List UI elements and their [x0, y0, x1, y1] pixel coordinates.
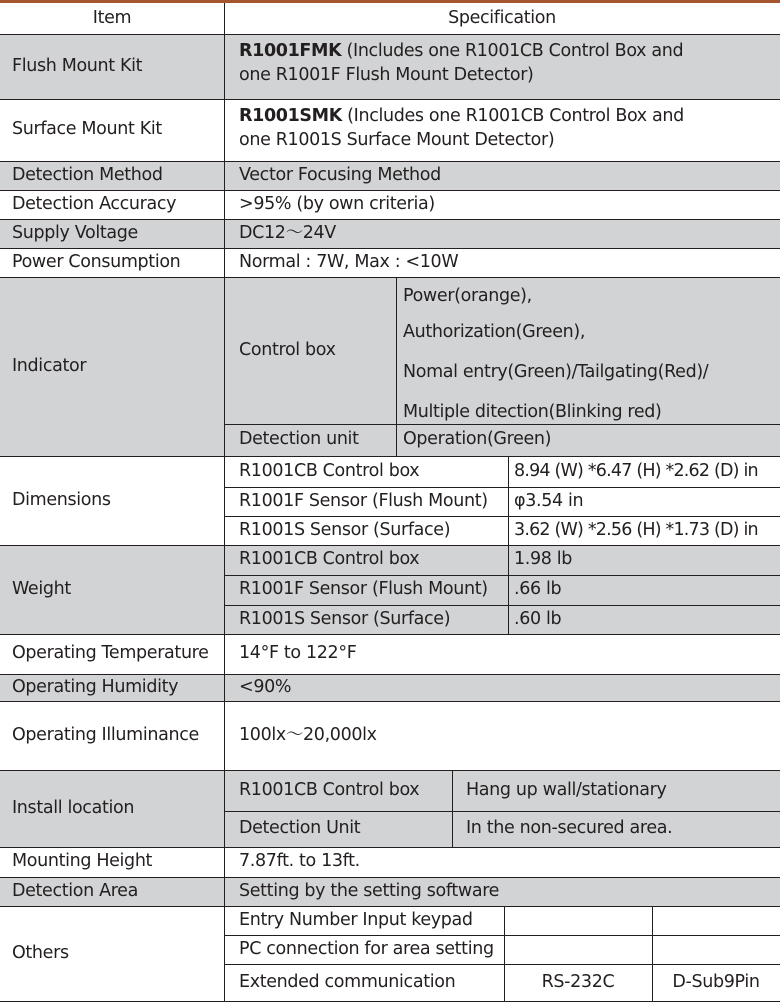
- dimensions-part-2: R1001S Sensor (Surface): [224, 516, 508, 545]
- rule: [0, 701, 780, 702]
- indicator-control-box-value: [396, 277, 780, 424]
- others-part-2: Extended communication: [224, 964, 504, 1002]
- rule: [0, 634, 780, 635]
- weight-part-0: R1001CB Control box: [224, 545, 508, 575]
- weight-value-2: .60 lb: [508, 605, 780, 634]
- indicator-control-box-label: Control box: [224, 277, 396, 424]
- operating-humidity-value: <90%: [224, 674, 780, 701]
- indicator-line-authorization: Authorization(Green),: [403, 322, 586, 342]
- flush-mount-kit-desc-1: (Includes one R1001CB Control Box and: [341, 41, 684, 61]
- install-location-part-1: Detection Unit: [224, 811, 452, 847]
- rule: [0, 770, 780, 771]
- rule: [0, 877, 780, 878]
- detection-method-value: Vector Focusing Method: [224, 161, 780, 190]
- detection-method-label: Detection Method: [0, 161, 224, 190]
- dimensions-value-0: 8.94 (W) *6.47 (H) *2.62 (D) in: [508, 456, 780, 487]
- rule: [224, 3, 225, 1002]
- surface-mount-kit-desc-1: (Includes one R1001CB Control Box and: [341, 106, 684, 126]
- install-location-value-1: In the non-secured area.: [452, 811, 780, 847]
- weight-value-1: .66 lb: [508, 575, 780, 605]
- install-location-part-0: R1001CB Control box: [224, 770, 452, 811]
- indicator-line-power: Power(orange),: [403, 286, 532, 306]
- others-col3-1: [652, 935, 780, 964]
- operating-illuminance-value: 100lx～20,000lx: [224, 701, 780, 770]
- rule: [452, 770, 453, 847]
- rule: [0, 34, 780, 35]
- others-col3-2: D-Sub9Pin: [652, 964, 780, 1002]
- rule: [652, 906, 653, 1002]
- rule: [0, 906, 780, 907]
- others-col2-2: RS-232C: [504, 964, 652, 1002]
- operating-humidity-label: Operating Humidity: [0, 674, 224, 701]
- rule: [504, 906, 505, 1002]
- rule: [0, 248, 780, 249]
- others-col3-0: [652, 906, 780, 935]
- install-location-value-0: Hang up wall/stationary: [452, 770, 780, 811]
- rule: [0, 219, 780, 220]
- dimensions-part-1: R1001F Sensor (Flush Mount): [224, 487, 508, 516]
- indicator-line-multiple: Multiple ditection(Blinking red): [403, 402, 662, 422]
- weight-value-0: 1.98 lb: [508, 545, 780, 575]
- surface-mount-kit-value: [224, 99, 780, 161]
- install-location-label: Install location: [0, 770, 224, 847]
- detection-area-label: Detection Area: [0, 877, 224, 906]
- detection-area-value: Setting by the setting software: [224, 877, 780, 906]
- rule: [224, 575, 780, 576]
- rule: [0, 190, 780, 191]
- weight-part-2: R1001S Sensor (Surface): [224, 605, 508, 634]
- rule: [224, 935, 780, 936]
- weight-part-1: R1001F Sensor (Flush Mount): [224, 575, 508, 605]
- flush-mount-kit-label: Flush Mount Kit: [0, 34, 224, 99]
- rule: [224, 487, 780, 488]
- others-col2-0: [504, 906, 652, 935]
- indicator-detection-unit-value: Operation(Green): [396, 424, 780, 456]
- mounting-height-label: Mounting Height: [0, 847, 224, 877]
- supply-voltage-label: Supply Voltage: [0, 219, 224, 248]
- surface-mount-kit-label: Surface Mount Kit: [0, 99, 224, 161]
- weight-label: Weight: [0, 545, 224, 634]
- rule: [0, 99, 780, 100]
- flush-mount-kit-value: [224, 34, 780, 99]
- indicator-detection-unit-label: Detection unit: [224, 424, 396, 456]
- surface-mount-kit-desc-2: one R1001S Surface Mount Detector): [239, 129, 555, 150]
- rule: [396, 277, 397, 456]
- rule: [224, 964, 780, 965]
- detection-accuracy-label: Detection Accuracy: [0, 190, 224, 219]
- detection-accuracy-value: >95% (by own criteria): [224, 190, 780, 219]
- mounting-height-value: 7.87ft. to 13ft.: [224, 847, 780, 877]
- rule: [508, 456, 509, 634]
- operating-temperature-value: 14°F to 122°F: [224, 634, 780, 674]
- rule: [0, 674, 780, 675]
- others-col2-1: [504, 935, 652, 964]
- dimensions-part-0: R1001CB Control box: [224, 456, 508, 487]
- dimensions-label: Dimensions: [0, 456, 224, 545]
- dimensions-value-1: φ3.54 in: [508, 487, 780, 516]
- rule: [224, 811, 780, 812]
- others-part-0: Entry Number Input keypad: [224, 906, 504, 935]
- indicator-line-entry: Nomal entry(Green)/Tailgating(Red)/: [403, 362, 709, 382]
- rule: [224, 424, 780, 425]
- dimensions-value-2: 3.62 (W) *2.56 (H) *1.73 (D) in: [508, 516, 780, 545]
- power-consumption-label: Power Consumption: [0, 248, 224, 277]
- others-label: Others: [0, 906, 224, 1002]
- others-part-1: PC connection for area setting: [224, 935, 504, 964]
- rule: [0, 847, 780, 848]
- header-item: Item: [0, 3, 224, 34]
- rule: [224, 516, 780, 517]
- operating-temperature-label: Operating Temperature: [0, 634, 224, 674]
- rule: [0, 545, 780, 546]
- header-specification: Specification: [224, 3, 780, 34]
- rule: [0, 277, 780, 278]
- flush-mount-kit-model: R1001FMK: [239, 41, 342, 61]
- surface-mount-kit-model: R1001SMK: [239, 106, 342, 126]
- flush-mount-kit-desc-2: one R1001F Flush Mount Detector): [239, 64, 534, 85]
- power-consumption-value: Normal : 7W, Max : <10W: [224, 248, 780, 277]
- operating-illuminance-label: Operating Illuminance: [0, 701, 224, 770]
- supply-voltage-value: DC12～24V: [224, 219, 780, 248]
- indicator-label: Indicator: [0, 277, 224, 456]
- rule: [224, 605, 780, 606]
- rule: [0, 161, 780, 162]
- rule: [0, 456, 780, 457]
